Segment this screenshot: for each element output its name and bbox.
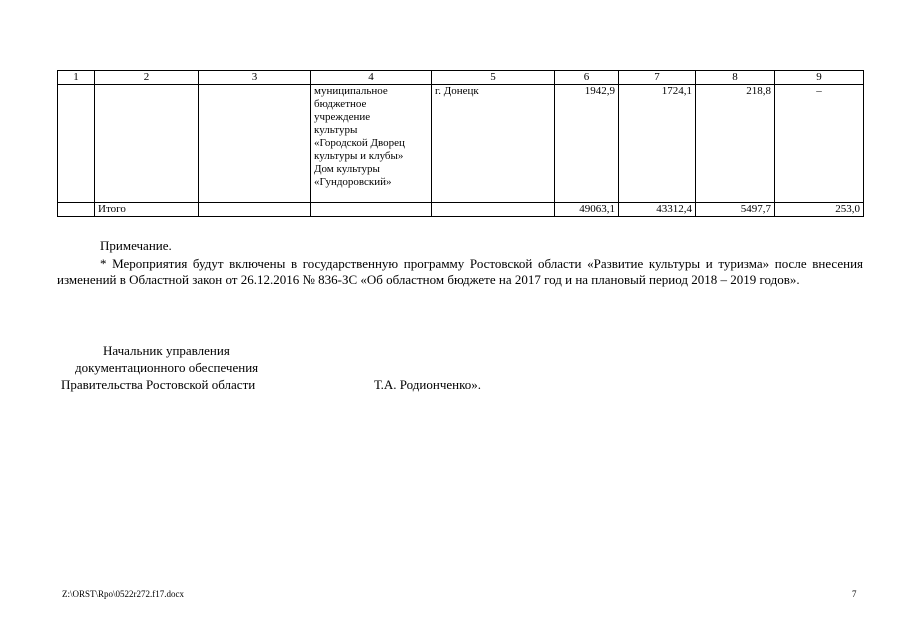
header-row [58,71,864,85]
value-cell: 1724,1 [619,85,696,203]
institution-name-line: муниципальное [314,85,388,97]
header-cell: 5 [432,71,555,85]
total-label-cell: Итого [95,203,199,217]
header-cell: 3 [199,71,311,85]
note-title: Примечание. [100,238,172,253]
institution-name-line: «Гундоровский» [314,176,392,188]
total-value-cell: 253,0 [775,203,864,217]
institution-name-line: учреждение [314,111,371,123]
header-cell: 4 [311,71,432,85]
row-cell [58,203,95,217]
row-cell [58,85,95,203]
total-value-cell: 49063,1 [555,203,619,217]
signature-position-line-3: Правительства Ростовской области [61,377,256,392]
location-cell: г. Донецк [432,85,555,203]
institution-name-line: «Городской Дворец [314,137,405,149]
institution-name-line: культуры и клубы» [314,150,404,162]
institution-name-line: Дом культуры [314,163,380,175]
header-cell: 9 [775,71,864,85]
page-number: 7 [852,589,857,599]
row-cell [95,85,199,203]
row-cell [199,203,311,217]
signatory-name: Т.А. Родионченко». [374,377,482,392]
total-row [58,203,864,217]
row-cell [199,85,311,203]
institution-name-cell [311,85,432,203]
institution-name-line: бюджетное [314,98,367,110]
value-cell: 1942,9 [555,85,619,203]
total-value-cell: 5497,7 [696,203,775,217]
total-value-cell: 43312,4 [619,203,696,217]
header-cell: 8 [696,71,775,85]
signature-position-line-1: Начальник управления [103,343,230,358]
header-cell: 2 [95,71,199,85]
institution-name-line: культуры [314,124,358,136]
header-cell: 7 [619,71,696,85]
table-row [58,85,864,203]
row-cell [432,203,555,217]
row-cell [311,203,432,217]
header-cell: 1 [58,71,95,85]
note-body: * Мероприятия будут включены в государственную программу Ростовской области «Развитие культуры и туризма» после внесения изменений в Областной закон от 26.12.2016 № 836-ЗС «Об областном бюджете на 2017 год и на плановый период 2018 – 2019 годов». [57,256,863,287]
signature-position-line-2: документационного обеспечения [75,360,259,375]
header-cell: 6 [555,71,619,85]
value-cell: – [775,85,864,203]
budget-table [57,70,864,217]
value-cell: 218,8 [696,85,775,203]
footer-file-path: Z:\ORST\Rpo\0522r272.f17.docx [62,589,184,599]
